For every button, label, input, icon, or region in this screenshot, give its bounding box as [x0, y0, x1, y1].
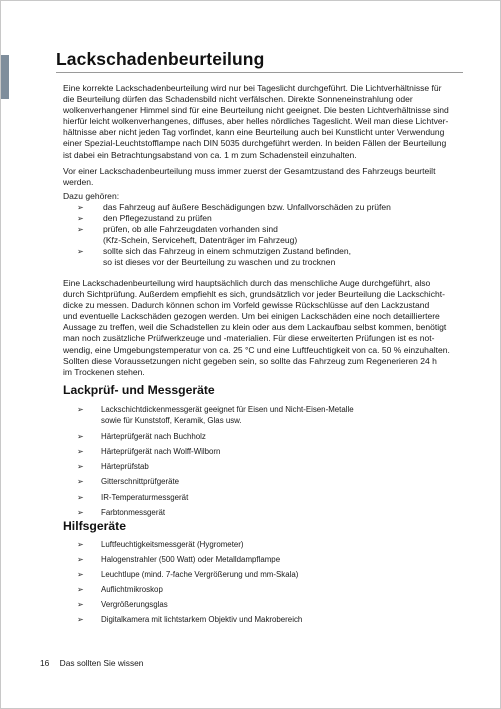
arrow-bullet-icon: ➢ [77, 447, 84, 457]
list-item-line: Gitterschnittprüfgeräte [101, 477, 180, 487]
arrow-bullet-icon: ➢ [77, 247, 84, 257]
list-item-line: prüfen, ob alle Fahrzeugdaten vorhanden sind [103, 224, 278, 235]
list-item-text [101, 459, 149, 474]
arrow-bullet-icon: ➢ [77, 555, 84, 565]
list-item-text [103, 202, 391, 213]
assessment-paragraph [63, 278, 473, 378]
list-item [77, 213, 477, 224]
list-item-text [101, 612, 302, 627]
paragraph-line: und eventuelle Lackschäden gezogen werden. Um bei einigen Lackschäden eine noch detailliertere [63, 311, 440, 322]
list-item-line: den Pflegezustand zu prüfen [103, 213, 212, 224]
list-item-line: das Fahrzeug auf äußere Beschädigungen bzw. Unfallvorschäden zu prüfen [103, 202, 391, 212]
list-item-line: Vergrößerungsglas [101, 600, 168, 610]
list-item-text [101, 597, 168, 612]
arrow-bullet-icon: ➢ [77, 225, 84, 235]
paragraph-line: wolkenverhangener Himmel sind für eine Beurteilung nicht geeignet. Die besten Lichtverhältnisse sind [63, 105, 449, 116]
title-underline [56, 72, 463, 73]
list-item [77, 505, 477, 520]
list-item [77, 444, 477, 459]
list-item-line: so ist dieses vor der Beurteilung zu waschen und zu trocknen [103, 257, 336, 268]
paragraph-line: Sollten diese Voraussetzungen nicht gegeben sein, so sollte das Fahrzeug zum Regenerieren 24 h [63, 355, 437, 366]
intro-paragraph [63, 83, 473, 161]
list-item-text [103, 213, 212, 224]
paragraph-line: ist dabei ein Betrachtungsabstand von ca. 1 m zum Schadensteil einzuhalten. [63, 149, 357, 160]
arrow-bullet-icon: ➢ [77, 203, 84, 212]
list-item [77, 537, 477, 552]
section-heading-auxiliary-devices: Hilfsgeräte [63, 519, 126, 533]
arrow-bullet-icon: ➢ [77, 477, 84, 487]
list-item-text [101, 552, 280, 567]
footer-section-title: Das sollten Sie wissen [59, 658, 144, 668]
list-item-line: Leuchtlupe (mind. 7-fache Vergrößerung und mm-Skala) [101, 570, 299, 580]
list-item-line: Farbtonmessgerät [101, 507, 166, 517]
list-item-text [101, 582, 163, 597]
list-item-text [101, 537, 244, 552]
test-instruments-list [77, 402, 477, 520]
arrow-bullet-icon: ➢ [77, 432, 84, 442]
overall-condition-paragraph [63, 166, 473, 188]
paragraph-line: Aussage zu treffen, weil die Schadstellen zu klein oder aus dem Lackaufbau selbst kommen, benötigt [63, 322, 447, 333]
arrow-bullet-icon: ➢ [77, 405, 84, 414]
paragraph-line: hältnisse aber nicht jeden Tag vorfindet, kann eine Beurteilung auch bei Kunstlicht unter Verwendung [63, 127, 445, 138]
list-item-text [101, 490, 188, 505]
list-item [77, 552, 477, 567]
auxiliary-devices-list [77, 537, 477, 628]
list-item-text [101, 567, 298, 582]
list-item-line: Luftfeuchtigkeitsmessgerät (Hygrometer) [101, 540, 244, 549]
list-item [77, 612, 477, 627]
paragraph-line: einer Spezial-Leuchtstofflampe nach DIN 5035 durchgeführt werden. In beiden Fällen der Beurteilung [63, 138, 447, 149]
paragraph-line: Vor einer Lackschadenbeurteilung muss immer zuerst der Gesamtzustand des Fahrzeugs beurteilt [63, 166, 436, 176]
list-item-text [103, 224, 297, 246]
list-item [77, 402, 477, 426]
paragraph-line: durch Sichtprüfung. Außerdem empfiehlt es sich, grundsätzlich vor jeder Beurteilung die Lackschicht- [63, 289, 445, 300]
list-item-text [101, 474, 179, 489]
list-item [77, 224, 477, 246]
arrow-bullet-icon: ➢ [77, 214, 84, 224]
list-item [77, 474, 477, 489]
list-item-text [101, 429, 206, 444]
paragraph-line: werden. [63, 177, 94, 188]
page-title: Lackschadenbeurteilung [56, 49, 265, 69]
list-item-line: IR-Temperaturmessgerät [101, 492, 189, 502]
list-item [77, 490, 477, 505]
arrow-bullet-icon: ➢ [77, 462, 84, 472]
arrow-bullet-icon: ➢ [77, 570, 84, 580]
list-item-text [101, 505, 165, 520]
list-item-line: Härteprüfgerät nach Buchholz [101, 432, 206, 442]
includes-label: Dazu gehören: [63, 191, 120, 201]
section-heading-test-instruments: Lackprüf- und Messgeräte [63, 383, 215, 397]
list-item [77, 202, 477, 213]
arrow-bullet-icon: ➢ [77, 615, 84, 625]
paragraph-line: Eine korrekte Lackschadenbeurteilung wird nur bei Tageslicht durchgeführt. Die Lichtverhältnisse für [63, 83, 442, 93]
paragraph-line: hierfür leicht wolkenverhangenes, diffuses, aber helles nördliches Tageslicht. Weil man diese Lichtver- [63, 116, 449, 127]
arrow-bullet-icon: ➢ [77, 585, 84, 595]
page-number: 16 [40, 658, 50, 668]
includes-list [77, 202, 477, 269]
list-item-line: (Kfz-Schein, Serviceheft, Datenträger im Fahrzeug) [103, 235, 298, 246]
list-item-line: Härteprüfstab [101, 462, 149, 472]
paragraph-line: man noch zusätzliche Prüfwerkzeuge und -materialien. Für diese erweiterten Prüfungen ist es not- [63, 333, 435, 344]
list-item-text [101, 402, 354, 426]
paragraph-line: wendig, eine Umgebungstemperatur von ca. 25 °C und eine Luftfeuchtigkeit von ca. 50 % einzuhalten. [63, 344, 450, 355]
list-item-line: sowie für Kunststoff, Keramik, Glas usw. [101, 416, 242, 426]
list-item-line: Digitalkamera mit lichtstarkem Objektiv und Makrobereich [101, 615, 303, 625]
paragraph-line: dicke zu messen. Dadurch können schon im Vorfeld gewisse Rückschlüsse auf den Lackzustand [63, 300, 430, 311]
paragraph-line: die Beurteilung dürfen das Schadensbild nicht verfälschen. Direkte Sonneneinstrahlung oder [63, 94, 413, 105]
list-item [77, 597, 477, 612]
list-item [77, 582, 477, 597]
list-item [77, 459, 477, 474]
list-item-text [103, 246, 351, 268]
list-item-line: Auflichtmikroskop [101, 585, 163, 595]
list-item [77, 429, 477, 444]
paragraph-line: im Trockenen stehen. [63, 366, 145, 377]
arrow-bullet-icon: ➢ [77, 540, 84, 549]
list-item [77, 567, 477, 582]
chapter-tab-marker [1, 55, 9, 99]
list-item-line: sollte sich das Fahrzeug in einem schmutzigen Zustand befinden, [103, 246, 351, 257]
arrow-bullet-icon: ➢ [77, 600, 84, 610]
list-item-line: Härteprüfgerät nach Wolff-Wilborn [101, 447, 221, 457]
arrow-bullet-icon: ➢ [77, 507, 84, 517]
page-footer [40, 658, 143, 668]
arrow-bullet-icon: ➢ [77, 492, 84, 502]
list-item-line: Lackschichtdickenmessgerät geeignet für Eisen und Nicht-Eisen-Metalle [101, 405, 354, 414]
list-item-text [101, 444, 220, 459]
list-item-line: Halogenstrahler (500 Watt) oder Metalldampflampe [101, 555, 281, 565]
paragraph-line: Eine Lackschadenbeurteilung wird hauptsächlich durch das menschliche Auge durchgeführt, also [63, 278, 431, 288]
list-item [77, 246, 477, 268]
